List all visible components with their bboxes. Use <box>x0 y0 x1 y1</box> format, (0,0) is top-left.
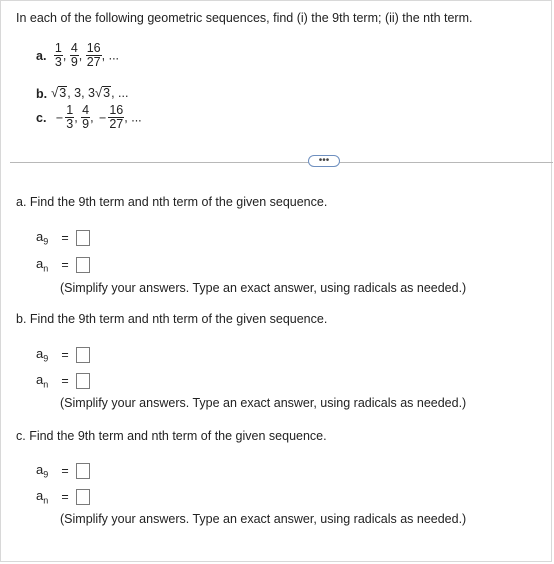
more-options-button[interactable]: ••• <box>308 155 340 167</box>
hint-b: (Simplify your answers. Type an exact answer, using radicals as needed.) <box>60 396 467 410</box>
radical-icon: √ <box>95 85 103 100</box>
instructions: In each of the following geometric sequences, find (i) the 9th term; (ii) the nth term. <box>16 11 473 25</box>
hint-c: (Simplify your answers. Type an exact answer, using radicals as needed.) <box>60 512 467 526</box>
sequence-a-term-3: $\frac{16}{27}$ <box>86 41 101 70</box>
variable-label: $a_9$ <box>36 346 49 364</box>
answer-input-c-9th-term[interactable] <box>76 463 90 479</box>
sequence-c-term-3: $\frac{16}{27}$ <box>109 103 124 132</box>
question-b: b. Find the 9th term and nth term of the given sequence. <box>16 312 328 326</box>
answer-row-a9: $a_9$ = <box>36 462 90 480</box>
sequence-b-root-1: 3 <box>59 86 67 100</box>
variable-label: $a_n$ <box>36 256 49 274</box>
answer-input-b-9th-term[interactable] <box>76 347 90 363</box>
variable-label: $a_9$ <box>36 229 49 247</box>
sequence-a-label: a. <box>36 48 47 63</box>
sequence-c: c. − $\frac{1}{3}$ , $\frac{4}{9}$ , − $\frac{16}{27}$ , ... <box>36 103 142 132</box>
question-a: a. Find the 9th term and nth term of the given sequence. <box>16 195 328 209</box>
sequence-b-label: b. <box>36 86 48 101</box>
variable-label: $a_n$ <box>36 372 49 390</box>
sequence-a-ellipsis: ... <box>108 48 120 63</box>
sequence-a-term-1: $\frac{1}{3}$ <box>54 41 62 70</box>
sequence-c-label: c. <box>36 110 47 125</box>
sequence-c-term-1: $\frac{1}{3}$ <box>66 103 74 132</box>
sequence-c-ellipsis: ... <box>131 110 142 125</box>
sequence-b-root-2: 3 <box>103 86 111 100</box>
answer-input-c-nth-term[interactable] <box>76 489 90 505</box>
answer-input-a-9th-term[interactable] <box>76 230 90 246</box>
hint-a: (Simplify your answers. Type an exact answer, using radicals as needed.) <box>60 281 467 295</box>
section-divider <box>10 162 553 163</box>
answer-row-an: $a_n$ = <box>36 488 90 506</box>
answer-input-b-nth-term[interactable] <box>76 373 90 389</box>
sequence-b <box>36 85 128 101</box>
answer-input-a-nth-term[interactable] <box>76 257 90 273</box>
sequence-b-middle: , 3, 3 <box>67 86 95 100</box>
radical-icon: √ <box>51 85 59 100</box>
question-c: c. Find the 9th term and nth term of the given sequence. <box>16 429 327 443</box>
variable-label: $a_n$ <box>36 488 49 506</box>
sequence-c-term-2: $\frac{4}{9}$ <box>82 103 90 132</box>
answer-row-a9: $a_9$ = <box>36 346 90 364</box>
sequence-b-ellipsis: , ... <box>111 86 129 100</box>
sequence-a: a. $\frac{1}{3}$ , $\frac{4}{9}$ , $\frac{16}{27}$ , ... <box>36 41 120 70</box>
answer-row-an: $a_n$ = <box>36 372 90 390</box>
variable-label: $a_9$ <box>36 462 49 480</box>
sequence-a-term-2: $\frac{4}{9}$ <box>70 41 78 70</box>
answer-row-a9: $a_9$ = <box>36 229 90 247</box>
answer-row-an: $a_n$ = <box>36 256 90 274</box>
